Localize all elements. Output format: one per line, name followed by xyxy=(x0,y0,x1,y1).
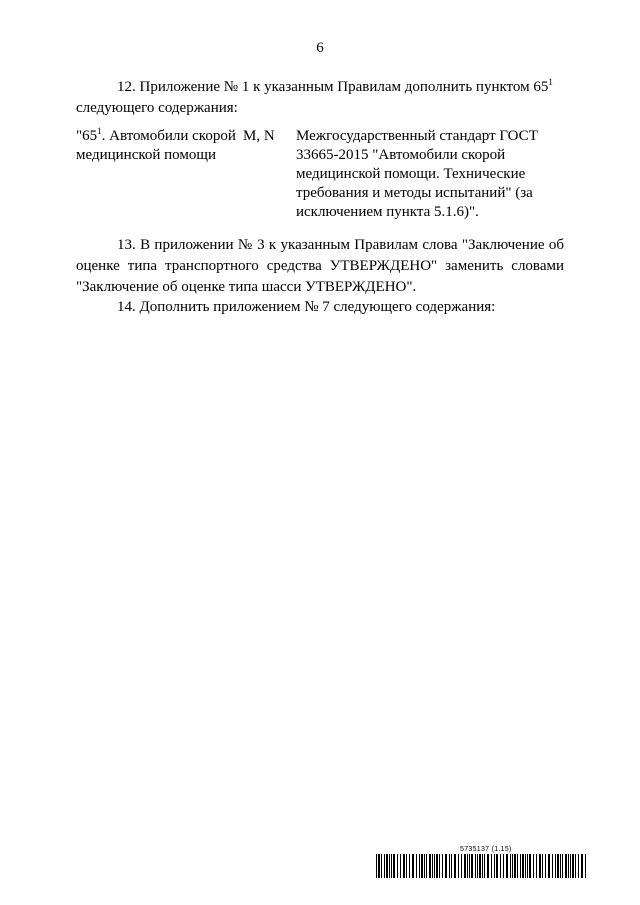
barcode-bar xyxy=(539,854,541,878)
barcode-bar xyxy=(572,854,574,878)
barcode-bar xyxy=(426,854,427,878)
barcode-bar xyxy=(386,854,388,878)
barcode-bar xyxy=(568,854,569,878)
insert-item-category: M, N xyxy=(243,128,275,144)
barcode-bar xyxy=(542,854,543,878)
barcode-bar xyxy=(403,854,405,878)
barcode-bar xyxy=(496,854,498,878)
barcode xyxy=(376,854,588,878)
barcode-bar xyxy=(527,854,528,878)
barcode-bar xyxy=(585,854,586,878)
barcode-bar xyxy=(479,854,481,878)
barcode-bar xyxy=(503,854,504,878)
barcode-bar xyxy=(384,854,385,878)
barcode-bar xyxy=(548,854,550,878)
barcode-bar xyxy=(581,854,583,878)
barcode-bar xyxy=(406,854,407,878)
paragraph-14 xyxy=(76,297,564,318)
barcode-bar xyxy=(400,854,401,878)
barcode-bar xyxy=(545,854,546,878)
barcode-bar xyxy=(520,854,521,878)
barcode-bar xyxy=(436,854,438,878)
paragraph-12-text-cont: следующего содержания: xyxy=(76,100,238,116)
paragraph-12-text: 12. Приложение № 1 к указанным Правилам дополнить пунктом 65 xyxy=(117,79,549,95)
barcode-bar xyxy=(506,854,508,878)
barcode-bar xyxy=(432,854,433,878)
barcode-bar xyxy=(529,854,531,878)
paragraph-13 xyxy=(76,235,564,298)
insert-item-name xyxy=(76,127,236,165)
barcode-bar xyxy=(482,854,483,878)
barcode-bar xyxy=(464,854,466,878)
insert-item-text: . Автомобили скорой медицинской помощи xyxy=(76,128,236,163)
barcode-bar xyxy=(416,854,417,878)
paragraph-12-sup: 1 xyxy=(548,77,553,87)
barcode-bar xyxy=(449,854,450,878)
barcode-bar xyxy=(471,854,473,878)
barcode-bar xyxy=(570,854,571,878)
barcode-bar xyxy=(439,854,440,878)
barcode-bar xyxy=(393,854,395,878)
barcode-bar xyxy=(461,854,462,878)
barcode-bar xyxy=(552,854,553,878)
barcode-bar xyxy=(560,854,561,878)
barcode-bar xyxy=(475,854,476,878)
barcode-bar xyxy=(397,854,398,878)
barcode-bar xyxy=(477,854,478,878)
barcode-bar xyxy=(454,854,456,878)
barcode-bar xyxy=(442,854,443,878)
barcode-bar xyxy=(376,854,377,878)
barcode-bar xyxy=(381,854,382,878)
barcode-bar xyxy=(491,854,492,878)
barcode-bar xyxy=(514,854,516,878)
page-number: 6 xyxy=(316,40,324,56)
barcode-bar xyxy=(391,854,392,878)
insert-item-standard: Межгосударственный стандарт ГОСТ 33665-2015 "Автомобили скорой медицинской помощи. Технические требования и методы испытаний" (за исключением пункта 5.1.6)". xyxy=(296,128,538,220)
barcode-bar xyxy=(434,854,435,878)
barcode-bar xyxy=(565,854,567,878)
barcode-label: 5735137 (1.15) xyxy=(460,846,512,853)
barcode-bar xyxy=(525,854,526,878)
barcode-bar xyxy=(510,854,511,878)
barcode-bar xyxy=(500,854,501,878)
barcode-bar xyxy=(578,854,579,878)
paragraph-12 xyxy=(76,77,564,119)
insert-item-prefix: "65 xyxy=(76,128,98,144)
barcode-bar xyxy=(517,854,518,878)
barcode-bar xyxy=(429,854,431,878)
barcode-bar xyxy=(555,854,556,878)
barcode-bar xyxy=(533,854,534,878)
barcode-bar xyxy=(421,854,423,878)
barcode-bar xyxy=(424,854,425,878)
barcode-bar xyxy=(522,854,524,878)
barcode-bar xyxy=(469,854,470,878)
barcode-bar xyxy=(467,854,468,878)
barcode-bar xyxy=(389,854,390,878)
barcode-bar xyxy=(487,854,489,878)
barcode-bar xyxy=(562,854,563,878)
barcode-bar xyxy=(445,854,447,878)
barcode-bar xyxy=(409,854,410,878)
barcode-bar xyxy=(412,854,414,878)
insert-item-sup: 1 xyxy=(97,126,102,136)
barcode-bar xyxy=(575,854,576,878)
barcode-bar xyxy=(419,854,420,878)
barcode-bar xyxy=(494,854,495,878)
paragraph-14-text: 14. Дополнить приложением № 7 следующего содержания: xyxy=(117,299,496,315)
barcode-bar xyxy=(557,854,559,878)
barcode-bar xyxy=(451,854,452,878)
paragraph-13-text: 13. В приложении № 3 к указанным Правилам слова "Заключение об оценке типа транспортного средства УТВЕРЖДЕНО" заменить словами "Заключение об оценке типа шасси УТВЕРЖДЕНО". xyxy=(76,237,564,295)
barcode-bar xyxy=(378,854,380,878)
barcode-bar xyxy=(536,854,537,878)
barcode-bar xyxy=(512,854,513,878)
barcode-bar xyxy=(458,854,459,878)
barcode-bar xyxy=(484,854,485,878)
